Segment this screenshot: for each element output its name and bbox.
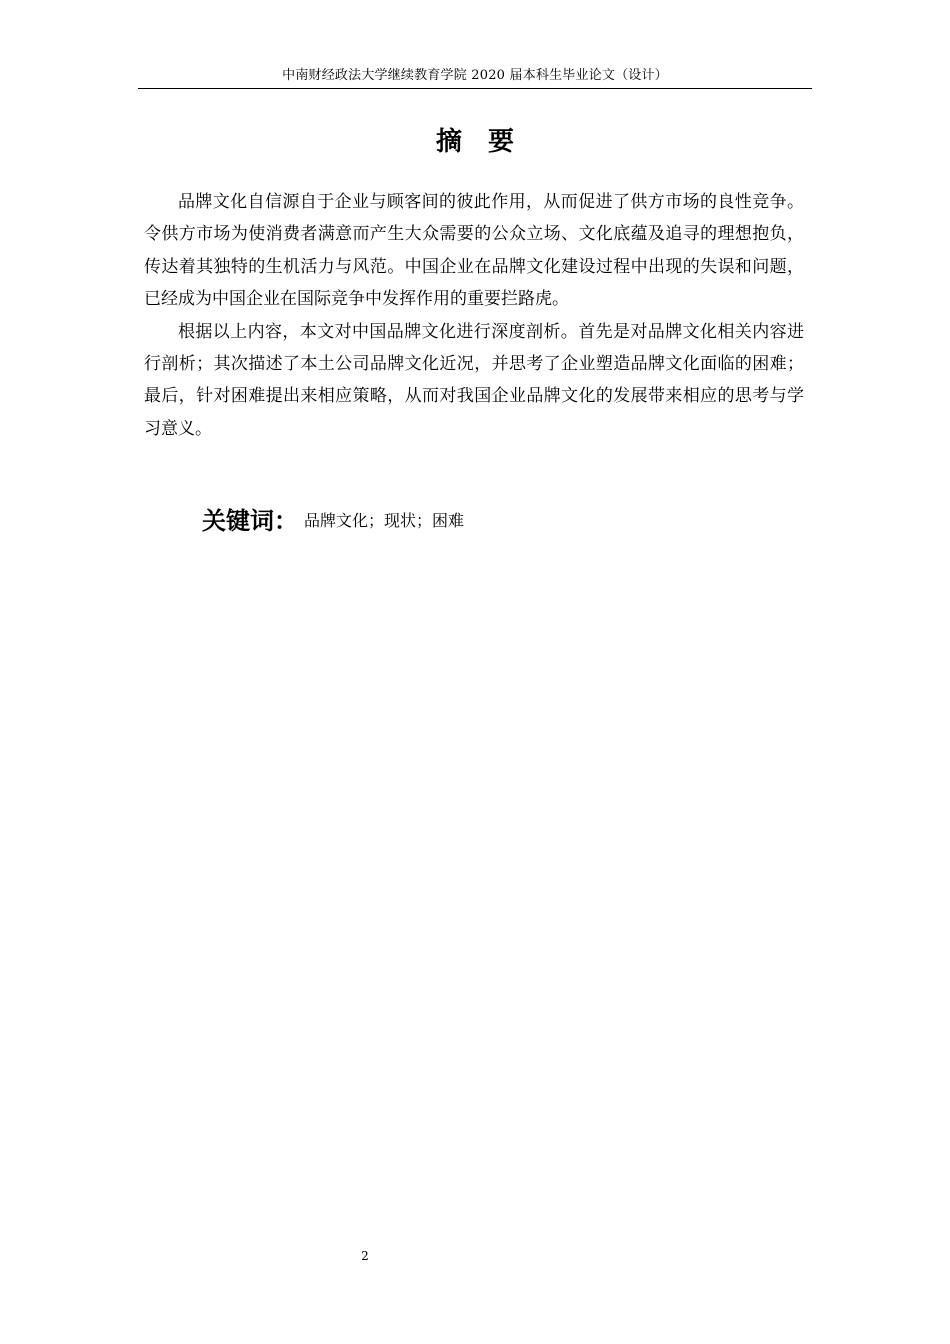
- keywords-line: [202, 501, 802, 541]
- running-header-text: 中南财经政法大学继续教育学院 2020 届本科生毕业论文（设计）: [282, 68, 668, 83]
- abstract-body: [144, 186, 804, 445]
- keywords-value: 品牌文化；现状；困难: [304, 511, 465, 530]
- running-header: [138, 66, 812, 89]
- page-number: 2: [361, 1249, 369, 1263]
- abstract-title: 摘要: [435, 127, 540, 157]
- abstract-paragraph-1: 品牌文化自信源自于企业与顾客间的彼此作用，从而促进了供方市场的良性竞争。令供方市场为使消费者满意而产生大众需要的公众立场、文化底蕴及追寻的理想抱负，传达着其独特的生机活力与风范。中国企业在品牌文化建设过程中出现的失误和问题，已经成为中国企业在国际竞争中发挥作用的重要拦路虎。: [144, 192, 804, 310]
- keywords-label: 关键词：: [202, 507, 298, 535]
- abstract-paragraph-2: 根据以上内容，本文对中国品牌文化进行深度剖析。首先是对品牌文化相关内容进行剖析；其次描述了本土公司品牌文化近况，并思考了企业塑造品牌文化面临的困难；最后，针对困难提出来相应策略，从而对我国企业品牌文化的发展带来相应的思考与学习意义。: [144, 321, 804, 439]
